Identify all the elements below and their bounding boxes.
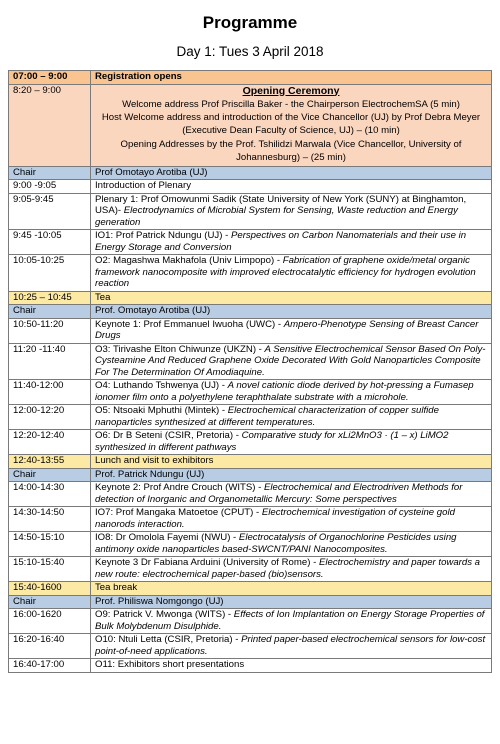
session-row bbox=[9, 343, 492, 380]
session-cell bbox=[91, 343, 492, 380]
chair-name: Prof. Omotayo Arotiba (UJ) bbox=[91, 305, 492, 319]
session-row bbox=[9, 405, 492, 430]
speaker: O9: Patrick V. Mwonga (WITS) - bbox=[95, 609, 234, 621]
time-cell: 15:40-1600 bbox=[9, 582, 91, 596]
session-row bbox=[9, 557, 492, 582]
chair-name: Prof Omotayo Arotiba (UJ) bbox=[91, 166, 492, 180]
time-cell: 12:00-12:20 bbox=[9, 405, 91, 430]
session-cell bbox=[91, 230, 492, 255]
talk-title: A novel cationic diode derived by hot-pressing a Fumasep ionomer film onto a polyethylene teraphthalate substrate with a microhole. bbox=[95, 380, 474, 403]
talk-title: Fabrication of graphene oxide/metal organic framework nanocomposite with improved electrocatalytic efficiency for hydrogen evolution reaction bbox=[95, 255, 476, 290]
session-row bbox=[9, 380, 492, 405]
session-row bbox=[9, 482, 492, 507]
break-label: Lunch and visit to exhibitors bbox=[91, 455, 492, 469]
session-row bbox=[9, 193, 492, 230]
session-row bbox=[9, 255, 492, 292]
session-row bbox=[9, 609, 492, 634]
page-title: Programme bbox=[202, 13, 298, 32]
time-cell: 15:10-15:40 bbox=[9, 557, 91, 582]
opening-ceremony-heading: Opening Ceremony bbox=[242, 84, 340, 97]
opening-line: Welcome address Prof Priscilla Baker - the Chairperson ElectrochemSA (5 min) bbox=[122, 98, 460, 110]
session-cell bbox=[91, 430, 492, 455]
session-row bbox=[9, 230, 492, 255]
opening-line: Host Welcome address and introduction of the Vice Chancellor (UJ) by Prof Debra Meyer (Executive Dean Faculty of Science, UJ) – (10 min) bbox=[101, 111, 481, 137]
session-cell: Registration opens bbox=[91, 71, 492, 85]
time-cell: 9:00 -9:05 bbox=[9, 180, 91, 194]
talk-title: Ampero-Phenotype Sensing of Breast Cancer Drugs bbox=[95, 318, 479, 342]
chair-label: Chair bbox=[9, 166, 91, 180]
chair-label: Chair bbox=[9, 305, 91, 319]
speaker: IO1: Prof Patrick Ndungu (UJ) - bbox=[95, 230, 231, 242]
speaker: Keynote 3 Dr Fabiana Arduini (University of Rome) - bbox=[95, 557, 319, 569]
time-cell: 11:40-12:00 bbox=[9, 380, 91, 405]
speaker: O2: Magashwa Makhafola (Univ Limpopo) - bbox=[95, 255, 283, 267]
speaker: O6: Dr B Seteni (CSIR, Pretoria) - bbox=[95, 430, 242, 442]
time-cell: 9:05-9:45 bbox=[9, 193, 91, 230]
talk-title: Electrodynamics of Microbial System for Sensing, Waste reduction and Energy generation bbox=[95, 205, 458, 228]
time-cell: 10:50-11:20 bbox=[9, 318, 91, 343]
time-cell: 16:40-17:00 bbox=[9, 659, 91, 673]
session-cell bbox=[91, 609, 492, 634]
time-cell: 14:30-14:50 bbox=[9, 507, 91, 532]
session-cell: Introduction of Plenary bbox=[91, 180, 492, 194]
speaker: O5: Ntsoaki Mphuthi (Mintek) - bbox=[95, 405, 228, 417]
chair-row bbox=[9, 305, 492, 319]
session-row bbox=[9, 430, 492, 455]
session-cell bbox=[91, 405, 492, 430]
chair-row bbox=[9, 595, 492, 609]
session-cell bbox=[91, 532, 492, 557]
chair-name: Prof. Philiswa Nomgongo (UJ) bbox=[91, 595, 492, 609]
talk-title: Electrocatalysis of Organochlorine Pesticides using antimony oxide nanoparticles based-SWCNT/PANI Nanocomposites. bbox=[95, 532, 457, 555]
speaker: Keynote 1: Prof Emmanuel Iwuoha (UWC) - bbox=[95, 318, 284, 330]
chair-label: Chair bbox=[9, 595, 91, 609]
speaker: O4: Luthando Tshwenya (UJ) - bbox=[95, 380, 228, 392]
break-label: Tea break bbox=[91, 582, 492, 596]
break-row bbox=[9, 455, 492, 469]
session-row bbox=[9, 180, 492, 194]
time-cell: 11:20 -11:40 bbox=[9, 343, 91, 380]
talk-title: Electrochemical investigation of cysteine gold nanorods interaction. bbox=[95, 507, 455, 530]
time-cell: 9:45 -10:05 bbox=[9, 230, 91, 255]
break-row bbox=[9, 291, 492, 305]
session-cell bbox=[91, 507, 492, 532]
session-row bbox=[9, 318, 492, 343]
time-cell: 12:40-13:55 bbox=[9, 455, 91, 469]
talk-title: Electrochemistry and paper towards a new route: electrochemical paper-based (bio)sensors. bbox=[95, 557, 480, 580]
session-row bbox=[9, 507, 492, 532]
speaker: Keynote 2: Prof Andre Crouch (WITS) - bbox=[95, 482, 265, 494]
session-cell bbox=[91, 557, 492, 582]
opening-ceremony-cell bbox=[91, 84, 492, 166]
session-cell bbox=[91, 482, 492, 507]
session-cell bbox=[91, 380, 492, 405]
session-row bbox=[9, 634, 492, 659]
session-cell bbox=[91, 193, 492, 230]
time-cell: 10:05-10:25 bbox=[9, 255, 91, 292]
talk-title: Perspectives on Carbon Nanomaterials and their use in Energy Storage and Conversion bbox=[95, 230, 467, 253]
registration-row bbox=[9, 71, 492, 85]
time-cell: 16:00-1620 bbox=[9, 609, 91, 634]
chair-label: Chair bbox=[9, 468, 91, 482]
time-cell: 10:25 – 10:45 bbox=[9, 291, 91, 305]
chair-row bbox=[9, 166, 492, 180]
session-cell bbox=[91, 255, 492, 292]
chair-row bbox=[9, 468, 492, 482]
time-cell: 16:20-16:40 bbox=[9, 634, 91, 659]
chair-name: Prof. Patrick Ndungu (UJ) bbox=[91, 468, 492, 482]
speaker: O3: Tirivashe Elton Chiwunze (UKZN) - bbox=[95, 343, 265, 355]
speaker: IO7: Prof Mangaka Matoetoe (CPUT) - bbox=[95, 507, 262, 519]
break-label: Tea bbox=[91, 291, 492, 305]
opening-ceremony-row bbox=[9, 84, 492, 166]
talk-title: Comparative study for xLi2MnO3 · (1 – x) LiMO2 synthesized in different pathways bbox=[95, 430, 449, 453]
session-cell bbox=[91, 634, 492, 659]
session-row bbox=[9, 532, 492, 557]
break-row bbox=[9, 582, 492, 596]
talk-title: Effects of Ion Implantation on Energy Storage Properties of Bulk Molybdenum Disulphide. bbox=[95, 609, 485, 632]
opening-line: Opening Addresses by the Prof. Tshilidzi Marwala (Vice Chancellor, University of Johannesburg) – (25 min) bbox=[120, 138, 462, 164]
talk-title: Printed paper-based electrochemical sensors for low-cost point-of-need applications. bbox=[95, 634, 486, 657]
time-cell: 14:00-14:30 bbox=[9, 482, 91, 507]
time-cell: 12:20-12:40 bbox=[9, 430, 91, 455]
programme-table bbox=[8, 70, 492, 673]
time-cell: 07:00 – 9:00 bbox=[9, 71, 91, 85]
time-cell: 14:50-15:10 bbox=[9, 532, 91, 557]
talk-title: Electrochemical characterization of copper sulfide nanoparticles synthesized at different temperatures. bbox=[95, 405, 439, 428]
session-cell bbox=[91, 318, 492, 343]
speaker: IO8: Dr Omolola Fayemi (NWU) - bbox=[95, 532, 239, 544]
time-cell: 8:20 – 9:00 bbox=[9, 84, 91, 166]
talk-title: Electrochemical and Electrodriven Methods for detection of Inorganic and Organometallic Mercury: Some perspectives bbox=[95, 482, 463, 505]
day-heading: Day 1: Tues 3 April 2018 bbox=[176, 44, 324, 59]
session-cell: O11: Exhibitors short presentations bbox=[91, 659, 492, 673]
speaker: Plenary 1: Prof Omowunmi Sadik (State University of New York (SUNY) at Binghamton, USA)- bbox=[95, 193, 467, 217]
speaker: O10: Ntuli Letta (CSIR, Pretoria) - bbox=[95, 634, 242, 646]
session-row bbox=[9, 659, 492, 673]
talk-title: A Sensitive Electrochemical Sensor Based On Poly-Cysteamine And Reduced Graphene Oxide Decorated With Gold Nanoparticles Composite For The Determination Of Amodiaquine. bbox=[95, 343, 486, 378]
